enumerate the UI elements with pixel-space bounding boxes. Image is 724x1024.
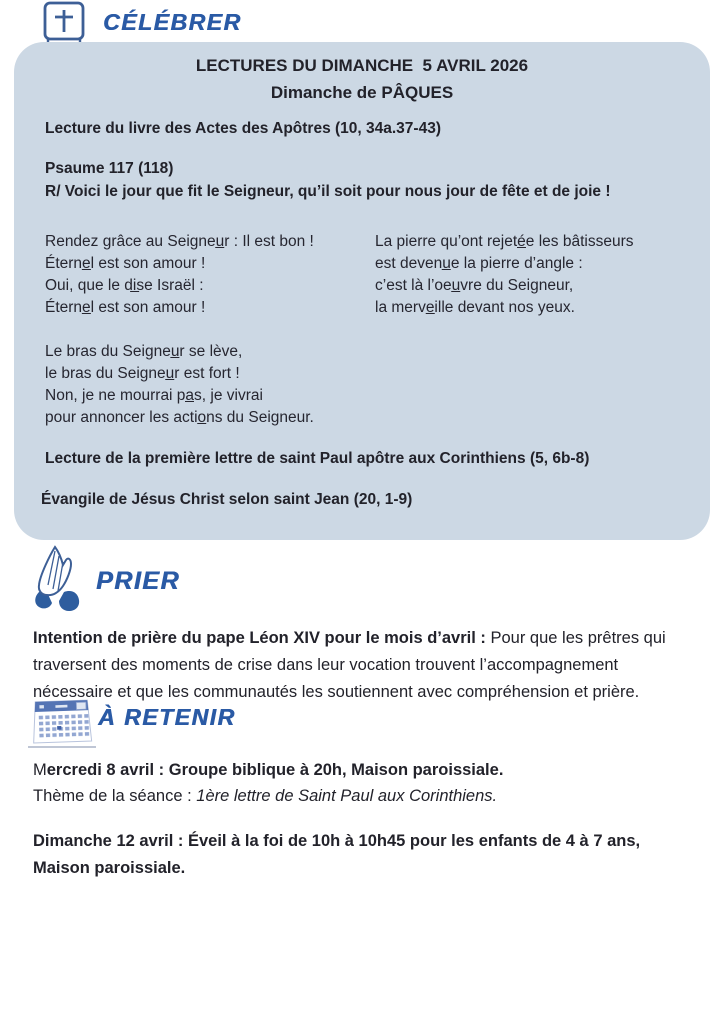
psalm-refrain: R/ Voici le jour que fit le Seigneur, qu’il soit pour nous jour de fête et de joie ! (45, 183, 611, 200)
retenir-heading: À RETENIR (98, 704, 236, 730)
intention-body: Pour que les prêtres qui traversent des moments de crise dans leur vocation trouvent l’accompagnement nécessaire et que les communautés les soutiennent avec compréhension et prière. (33, 628, 666, 701)
psalm-stanza-2 (375, 231, 633, 319)
psalm-line: est devenu̲e la pierre d’angle : (375, 255, 583, 272)
praying-hands-icon (28, 545, 90, 611)
prier-heading: PRIER (96, 567, 180, 595)
psalm-line: Éterne̲l est son amour ! (45, 255, 206, 272)
event-line: Dimanche 12 avril : Éveil à la foi de 10h à 10h45 pour les enfants de 4 à 7 ans, (33, 832, 641, 850)
event-line: Maison paroissiale. (33, 859, 186, 877)
theme-label: Thème de la séance : (33, 787, 197, 805)
event-line (33, 757, 701, 783)
psalm-line: La pierre qu’ont rejeté̲e les bâtisseurs (375, 233, 634, 250)
intention-lead: Intention de prière du pape Léon XIV pour le mois d’avril : (33, 628, 486, 647)
psalm-line: c’est là l’oeu̲vre du Seigneur, (375, 277, 574, 294)
psalm-line: Éterne̲l est son amour ! (45, 299, 206, 316)
event-title: ercredi 8 avril : Groupe biblique à 20h, Maison paroissiale. (46, 761, 504, 779)
psalm-line: Le bras du Seigneu̲r se lève, (45, 343, 243, 360)
psalm-line: Rendez grâce au Seigneu̲r : Il est bon ! (45, 233, 314, 250)
second-reading: Lecture de la première lettre de saint Paul apôtre aux Corinthiens (5, 6b-8) (45, 450, 590, 467)
theme-title: 1ère lettre de Saint Paul aux Corinthiens. (196, 787, 498, 805)
psalm-title: Psaume 117 (118) (45, 160, 174, 177)
lectures-box (14, 42, 710, 540)
psalm-line: le bras du Seigneu̲r est fort ! (45, 365, 240, 382)
calendar-icon (26, 697, 98, 749)
psalm-line: Non, je ne mourrai pa̲s, je vivrai (45, 387, 263, 404)
event-groupe-biblique (33, 757, 701, 809)
bible-icon (33, 1, 95, 48)
event-line (33, 783, 701, 809)
first-reading: Lecture du livre des Actes des Apôtres (10, 34a.37-43) (45, 120, 441, 137)
event-eveil-foi (33, 828, 701, 882)
psalm-line: Oui, que le di̲se Israël : (45, 277, 204, 294)
celebrer-heading: CÉLÉBRER (103, 9, 242, 35)
event-lead-letter: M (33, 761, 47, 779)
lectures-subtitle: Dimanche de PÂQUES (270, 83, 454, 102)
psalm-line: pour annoncer les actio̲ns du Seigneur. (45, 409, 314, 426)
lectures-title: LECTURES DU DIMANCHE 5 AVRIL 2026 (195, 56, 529, 75)
psalm-line: la merve̲ille devant nos yeux. (375, 299, 575, 316)
prayer-intention (33, 625, 701, 706)
psalm-stanza-1 (45, 231, 314, 319)
gospel-reading: Évangile de Jésus Christ selon saint Jean (20, 1-9) (41, 491, 413, 508)
psalm-stanza-3 (45, 341, 314, 429)
